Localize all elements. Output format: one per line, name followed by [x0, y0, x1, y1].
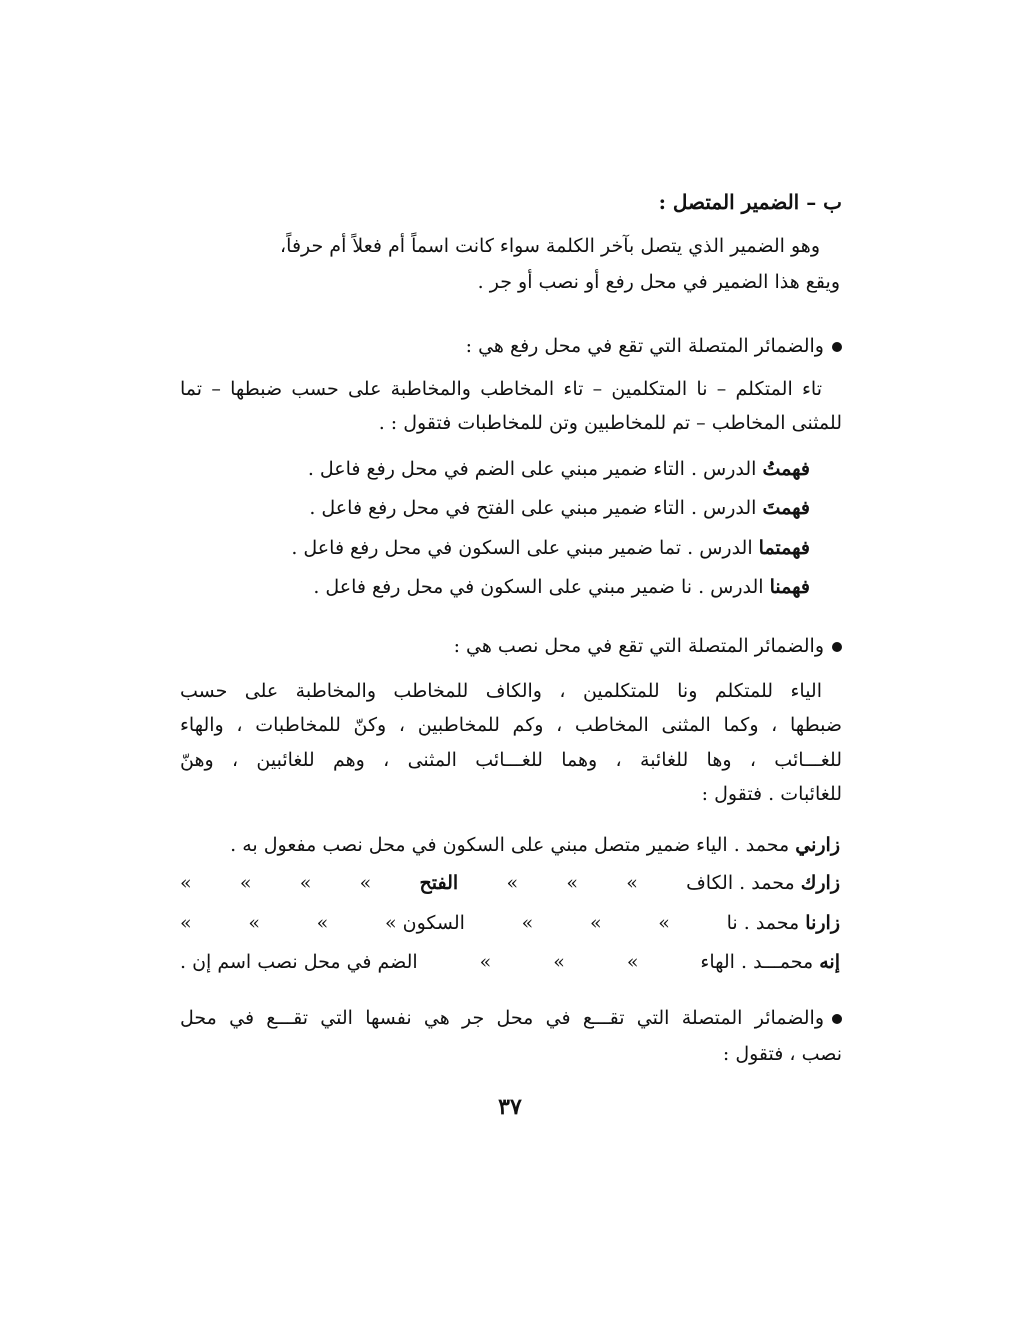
nasb-line-4: للغائبات . فتقول : [701, 783, 842, 805]
intro-line-1: وهو الضمير الذي يتصل بآخر الكلمة سواء كانت اسماً أم فعلاً أم حرفاً، [280, 235, 820, 257]
ditto-mark: » [299, 872, 312, 894]
ditto-mark: » [589, 912, 602, 934]
example-cell: محمد . نا [726, 912, 800, 934]
example-explanation: الدرس . نا ضمير مبني على السكون في محل رفع فاعل . [313, 576, 770, 598]
bullet-icon [832, 1014, 842, 1024]
example-explanation: الدرس . تما ضمير مبني على السكون في محل رفع فاعل . [291, 537, 759, 559]
nasb-example-2 [180, 869, 840, 897]
example-word: إنه [819, 951, 840, 973]
raf-example-3 [291, 534, 810, 562]
nasb-example-3 [180, 909, 840, 937]
example-cell: الفتح [419, 872, 459, 894]
example-word: فهمنا [769, 576, 810, 598]
example-word: فهمتُ [762, 458, 810, 480]
ditto-mark: » [239, 872, 252, 894]
raf-bullet-paragraph [466, 332, 842, 360]
nasb-line-1: الياء للمتكلم ونا للمتكلمين ، والكاف للمخاطب والمخاطبة على حسب [180, 680, 822, 702]
example-word: فهمتَ [762, 497, 810, 519]
ditto-mark: » [506, 872, 519, 894]
nasb-line-2: ضبطها ، وكما المثنى المخاطب ، وكم للمخاطبين ، وكنّ للمخاطبات ، والهاء [180, 714, 842, 736]
ditto-mark: » [566, 872, 578, 894]
nasb-bullet-paragraph [454, 632, 842, 660]
ditto-mark: » [479, 951, 492, 973]
raf-line-1: تاء المتكلم – نا المتكلمين – تاء المخاطب والمخاطبة على حسب ضبطها – تما [180, 378, 822, 400]
raf-bullet-text: والضمائر المتصلة التي تقع في محل رفع هي : [465, 335, 824, 357]
ditto-mark: » [658, 912, 670, 934]
raf-example-1 [308, 455, 810, 483]
intro-line-2: ويقع هذا الضمير في محل رفع أو نصب أو جر . [477, 271, 840, 293]
example-word: زارنا [805, 912, 840, 934]
raf-line-2: للمثنى المخاطب – تم للمخاطبين وتن للمخاطبات فتقول : . [378, 412, 842, 434]
example-cell: الضم في محل نصب اسم إن . [180, 951, 418, 973]
nasb-bullet-text: والضمائر المتصلة التي تقع في محل نصب هي : [453, 635, 824, 657]
raf-example-4 [313, 573, 810, 601]
ditto-mark: » [553, 951, 565, 973]
ditto-mark: » [359, 872, 372, 894]
example-cell: محمد . الكاف [686, 872, 795, 894]
example-word: فهمتما [758, 537, 810, 559]
raf-example-2 [309, 494, 810, 522]
example-explanation: الدرس . التاء ضمير مبني على الضم في محل رفع فاعل . [307, 458, 763, 480]
ditto-mark: » [180, 912, 192, 934]
example-word: زارني [795, 834, 840, 856]
section-heading: ب – الضمير المتصل : [658, 190, 842, 214]
example-cell: السكون » [384, 912, 465, 934]
bullet-icon [832, 342, 842, 352]
jarr-line-2: نصب ، فتقول : [722, 1043, 842, 1065]
ditto-mark: » [316, 912, 329, 934]
page-number: ٣٧ [498, 1094, 522, 1120]
ditto-mark: » [626, 872, 638, 894]
bullet-icon [832, 642, 842, 652]
jarr-bullet-text: والضمائر المتصلة التي تقـــع في محل جر هي نفسها التي تقـــع في محل [180, 1007, 824, 1029]
ditto-mark: » [180, 872, 192, 894]
nasb-example-4 [180, 948, 840, 976]
example-explanation: الدرس . التاء ضمير مبني على الفتح في محل رفع فاعل . [309, 497, 763, 519]
example-cell: محمـــد . الهاء [700, 951, 814, 973]
jarr-bullet-paragraph [180, 1004, 842, 1032]
nasb-line-3: للغـــائب ، وها للغائبة ، وهما للغـــائب المثنى ، وهم للغائبين ، وهنّ [180, 749, 842, 771]
example-explanation: محمد . الياء ضمير متصل مبني على السكون في محل نصب مفعول به . [230, 834, 790, 856]
ditto-mark: » [521, 912, 534, 934]
nasb-example-1 [180, 831, 840, 859]
example-word: زارك [800, 872, 840, 894]
ditto-mark: » [248, 912, 260, 934]
ditto-mark: » [626, 951, 639, 973]
